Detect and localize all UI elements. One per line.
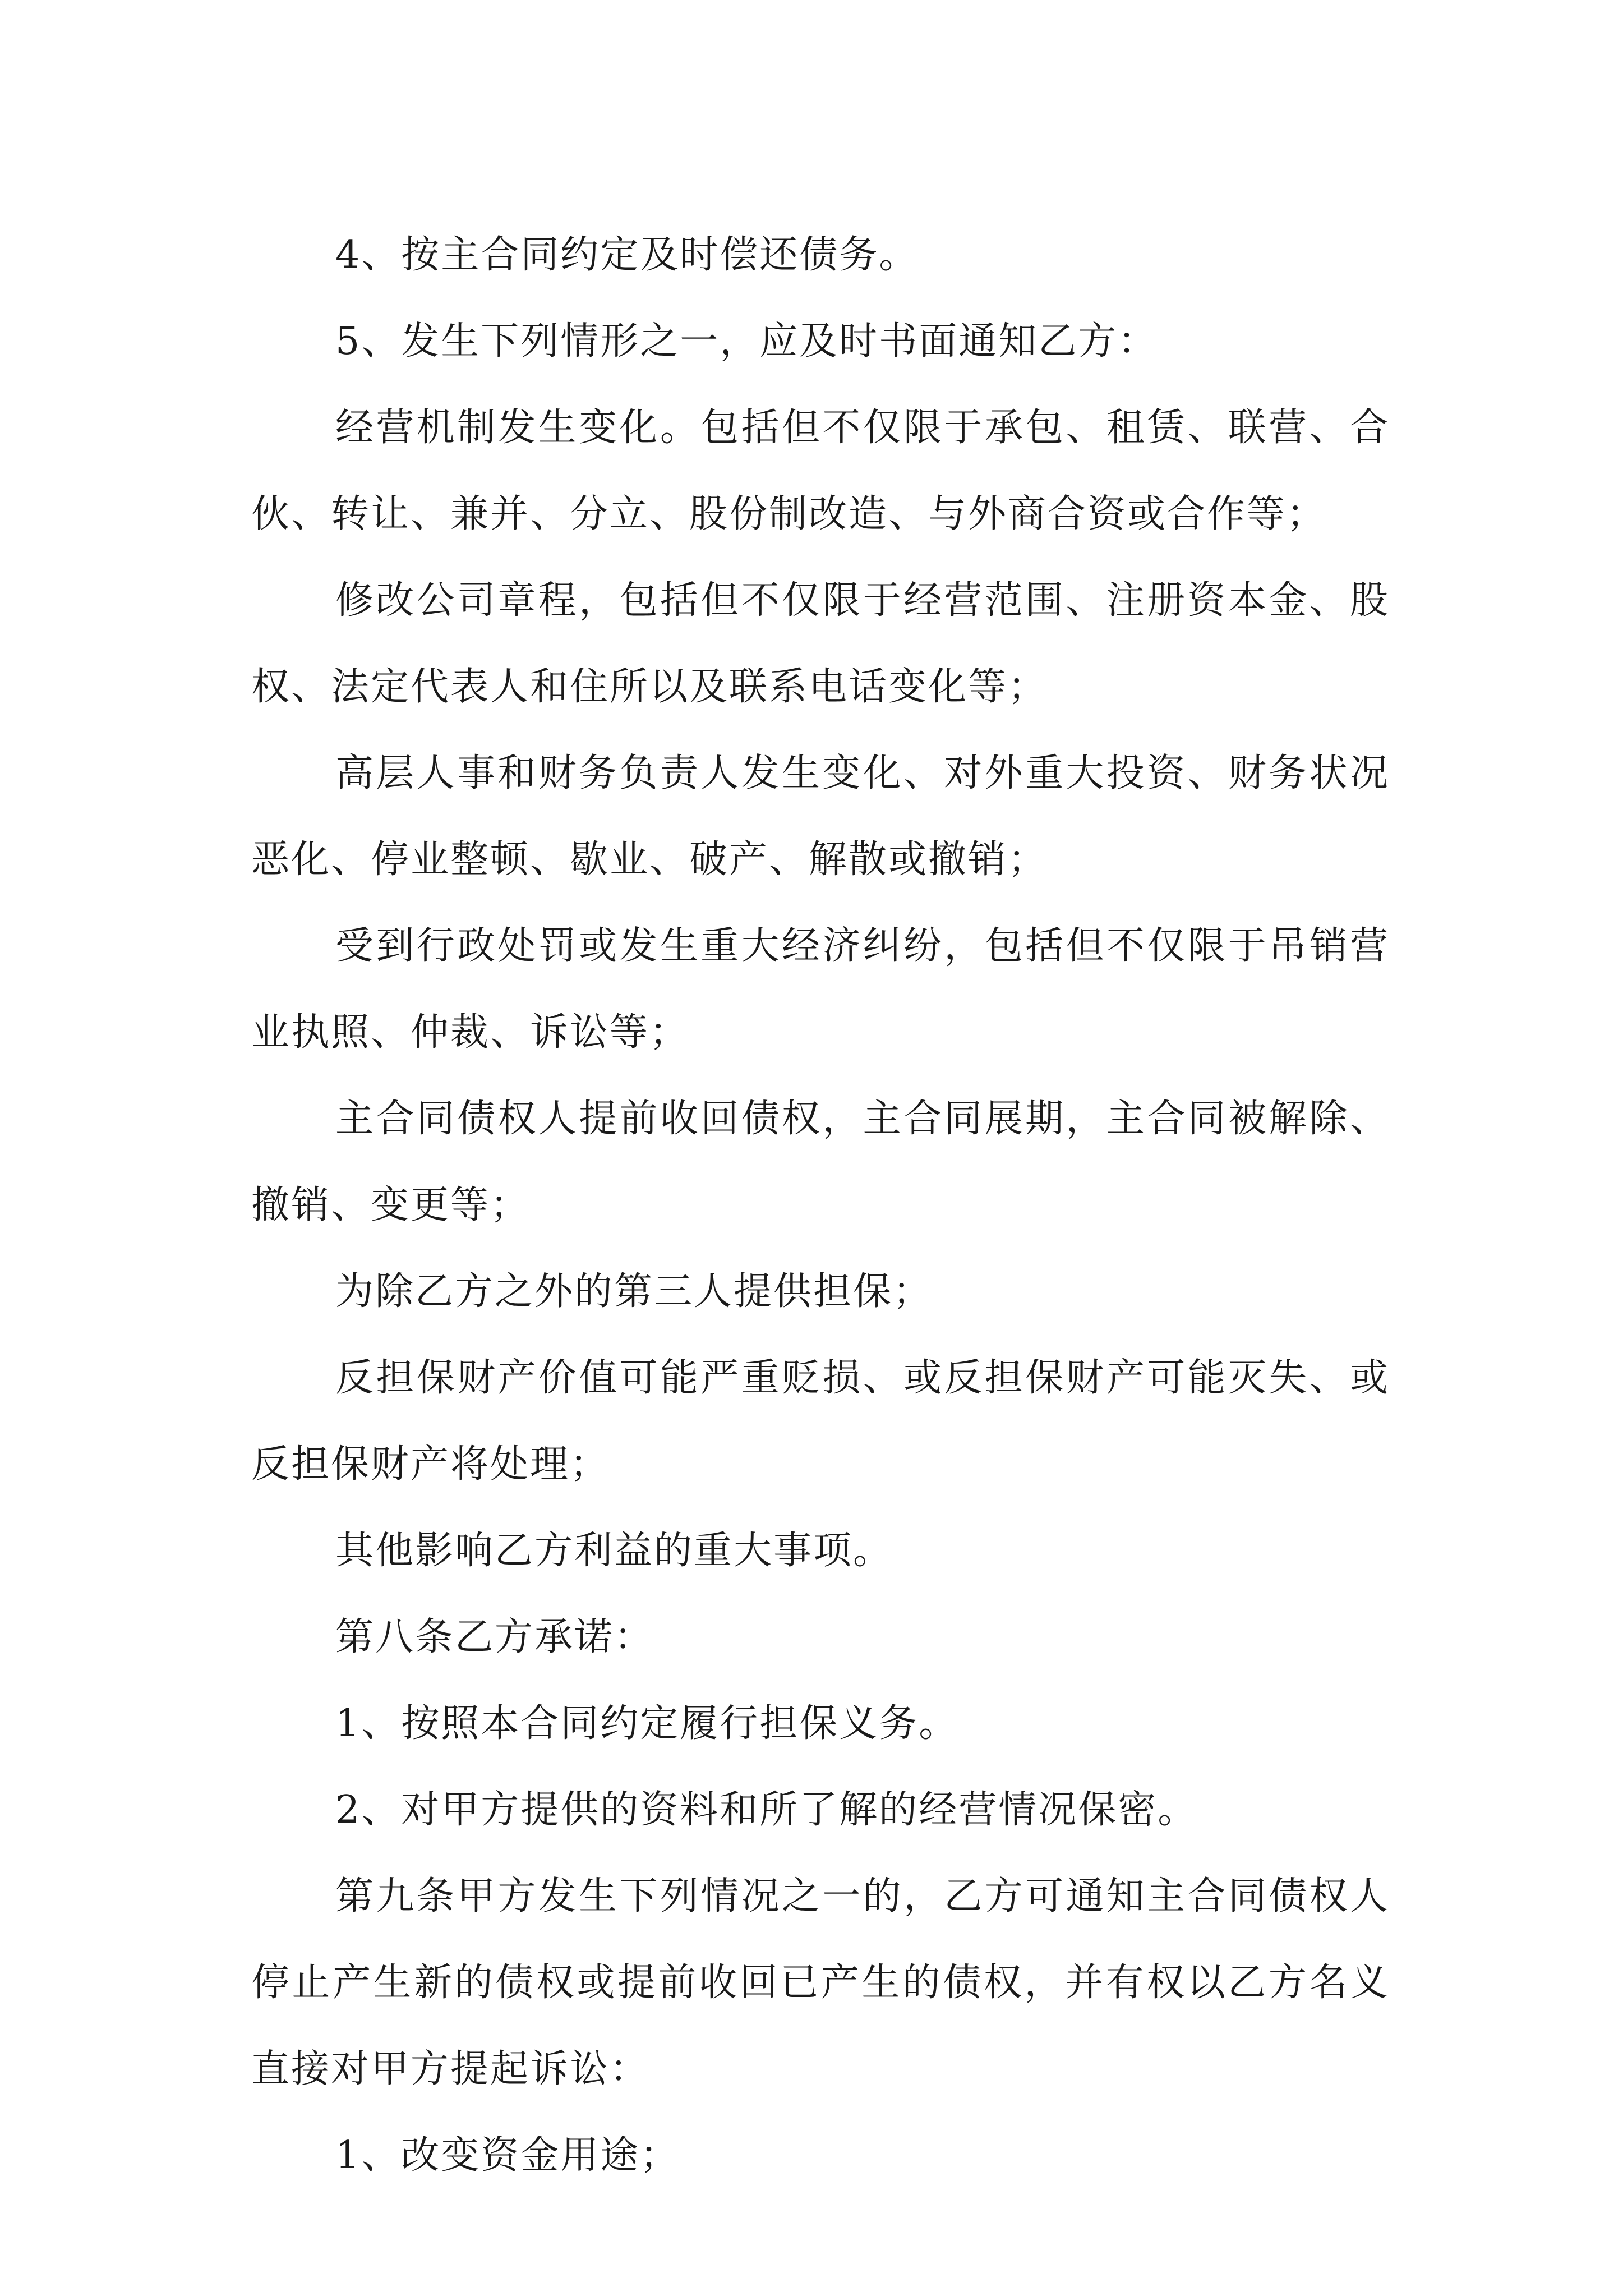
paragraph-notify-conditions: 5、发生下列情形之一，应及时书面通知乙方： xyxy=(335,319,1158,364)
paragraph-perform-guarantee: 1、按照本合同约定履行担保义务。 xyxy=(335,1701,959,1746)
paragraph-third-party-guarantee: 为除乙方之外的第三人提供担保； xyxy=(335,1269,933,1314)
paragraph-change-fund-use: 1、改变资金用途； xyxy=(335,2133,680,2178)
document-body xyxy=(251,212,1390,2199)
paragraph-early-recovery: 主合同债权人提前收回债权，主合同展期，主合同被解除、撤销、变更等； xyxy=(251,1097,1390,1227)
paragraph-confidentiality: 2、对甲方提供的资料和所了解的经营情况保密。 xyxy=(335,1788,1198,1832)
paragraph-repay-debt: 4、按主合同约定及时偿还债务。 xyxy=(335,233,919,277)
paragraph-administrative-penalty: 受到行政处罚或发生重大经济纠纷，包括但不仅限于吊销营业执照、仲裁、诉讼等； xyxy=(251,924,1390,1055)
paragraph-other-matters: 其他影响乙方利益的重大事项。 xyxy=(335,1529,893,1573)
paragraph-collateral-depreciation: 反担保财产价值可能严重贬损、或反担保财产可能灭失、或反担保财产将处理； xyxy=(251,1356,1390,1487)
paragraph-personnel-change: 高层人事和财务负责人发生变化、对外重大投资、财务状况恶化、停业整顿、歇业、破产、解散或撤销； xyxy=(251,751,1390,882)
paragraph-articles-amendment: 修改公司章程，包括但不仅限于经营范围、注册资本金、股权、法定代表人和住所以及联系电话变化等； xyxy=(251,578,1390,709)
article-eight-heading: 第八条乙方承诺： xyxy=(335,1615,654,1659)
article-nine-paragraph: 第九条甲方发生下列情况之一的，乙方可通知主合同债权人停止产生新的债权或提前收回已产生的债权，并有权以乙方名义直接对甲方提起诉讼： xyxy=(251,1874,1390,2091)
paragraph-business-mechanism: 经营机制发生变化。包括但不仅限于承包、租赁、联营、合伙、转让、兼并、分立、股份制改造、与外商合资或合作等； xyxy=(251,406,1390,536)
